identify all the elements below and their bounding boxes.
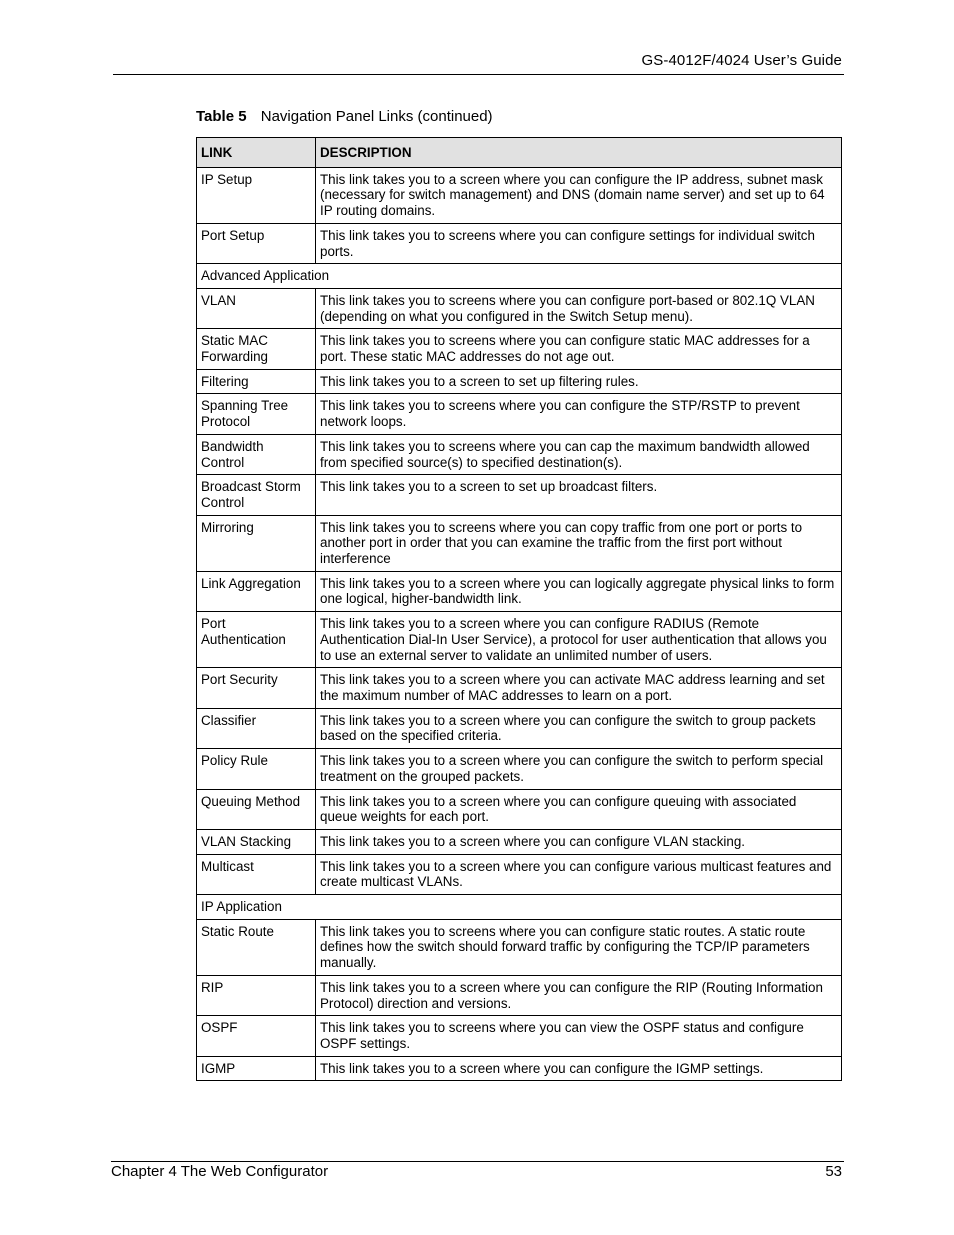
- table-row: [197, 223, 842, 263]
- header-divider: [113, 74, 844, 75]
- link-cell: IP Setup: [197, 167, 316, 223]
- footer-chapter: Chapter 4 The Web Configurator: [111, 1163, 329, 1180]
- link-cell: Port Setup: [197, 223, 316, 263]
- description-cell: This link takes you to screens where you can configure static MAC addresses for a port. These static MAC addresses do not age out.: [316, 329, 842, 369]
- table-section-row: [197, 895, 842, 920]
- table-caption-text: Navigation Panel Links (continued): [260, 108, 493, 125]
- description-cell: This link takes you to a screen to set up broadcast filters.: [316, 475, 842, 515]
- table-row: [197, 708, 842, 748]
- table-row: [197, 1016, 842, 1056]
- link-cell: Link Aggregation: [197, 571, 316, 611]
- description-cell: This link takes you to a screen where you can configure the switch to perform special treatment on the grouped packets.: [316, 749, 842, 789]
- description-cell: This link takes you to a screen where you can configure the IP address, subnet mask (necessary for switch management) and DNS (domain name server) and set up to 64 IP routing domains.: [316, 167, 842, 223]
- description-cell: This link takes you to a screen where you can configure the RIP (Routing Information Protocol) direction and versions.: [316, 975, 842, 1015]
- table-row: [197, 329, 842, 369]
- table-row: [197, 919, 842, 975]
- description-cell: This link takes you to a screen to set up filtering rules.: [316, 369, 842, 394]
- description-cell: This link takes you to screens where you can configure settings for individual switch ports.: [316, 223, 842, 263]
- link-cell: Classifier: [197, 708, 316, 748]
- table-row: [197, 475, 842, 515]
- description-cell: This link takes you to a screen where you can logically aggregate physical links to form one logical, higher-bandwidth link.: [316, 571, 842, 611]
- description-cell: This link takes you to screens where you can cap the maximum bandwidth allowed from specified source(s) to specified destination(s).: [316, 434, 842, 474]
- link-cell: Multicast: [197, 854, 316, 894]
- description-cell: This link takes you to a screen where you can configure queuing with associated queue weights for each port.: [316, 789, 842, 829]
- link-cell: Spanning Tree Protocol: [197, 394, 316, 434]
- navigation-links-table: [196, 137, 842, 1081]
- link-cell: Static Route: [197, 919, 316, 975]
- table-row: [197, 369, 842, 394]
- table-row: [197, 515, 842, 571]
- description-cell: This link takes you to screens where you can configure port-based or 802.1Q VLAN (depending on what you configured in the Switch Setup menu).: [316, 288, 842, 328]
- table-body: [197, 167, 842, 1081]
- table-row: [197, 854, 842, 894]
- table-header-row: [197, 138, 842, 168]
- description-cell: This link takes you to a screen where you can configure the IGMP settings.: [316, 1056, 842, 1081]
- table-section-row: [197, 264, 842, 289]
- column-header-link: LINK: [197, 138, 316, 168]
- table-row: [197, 975, 842, 1015]
- table-row: [197, 1056, 842, 1081]
- table-row: [197, 789, 842, 829]
- link-cell: Broadcast Storm Control: [197, 475, 316, 515]
- table-row: [197, 394, 842, 434]
- description-cell: This link takes you to screens where you can copy traffic from one port or ports to another port in order that you can examine the traffic from the first port without interference: [316, 515, 842, 571]
- link-cell: Port Authentication: [197, 612, 316, 668]
- table-row: [197, 167, 842, 223]
- link-cell: Filtering: [197, 369, 316, 394]
- description-cell: This link takes you to a screen where you can configure VLAN stacking.: [316, 829, 842, 854]
- link-cell: Port Security: [197, 668, 316, 708]
- link-cell: OSPF: [197, 1016, 316, 1056]
- table-row: [197, 829, 842, 854]
- table-row: [197, 571, 842, 611]
- table-row: [197, 288, 842, 328]
- link-cell: VLAN: [197, 288, 316, 328]
- description-cell: This link takes you to screens where you can configure the STP/RSTP to prevent network loops.: [316, 394, 842, 434]
- description-cell: This link takes you to screens where you can view the OSPF status and configure OSPF settings.: [316, 1016, 842, 1056]
- table-caption: [196, 108, 493, 125]
- running-header-title: GS-4012F/4024 User’s Guide: [641, 52, 842, 69]
- description-cell: This link takes you to a screen where you can configure various multicast features and create multicast VLANs.: [316, 854, 842, 894]
- table-row: [197, 434, 842, 474]
- description-cell: This link takes you to screens where you can configure static routes. A static route defines how the switch should forward traffic by configuring the TCP/IP parameters manually.: [316, 919, 842, 975]
- description-cell: This link takes you to a screen where you can activate MAC address learning and set the maximum number of MAC addresses to learn on a port.: [316, 668, 842, 708]
- link-cell: Mirroring: [197, 515, 316, 571]
- table-row: [197, 668, 842, 708]
- section-heading: Advanced Application: [197, 264, 842, 289]
- description-cell: This link takes you to a screen where you can configure the switch to group packets based on the specified criteria.: [316, 708, 842, 748]
- table-row: [197, 612, 842, 668]
- description-cell: This link takes you to a screen where you can configure RADIUS (Remote Authentication Dial-In User Service), a protocol for user authentication that allows you to use an external server to validate an unlimited number of users.: [316, 612, 842, 668]
- page-number: 53: [825, 1163, 842, 1180]
- column-header-description: DESCRIPTION: [316, 138, 842, 168]
- table-caption-label: Table 5: [196, 108, 247, 125]
- link-cell: Policy Rule: [197, 749, 316, 789]
- section-heading: IP Application: [197, 895, 842, 920]
- link-cell: Queuing Method: [197, 789, 316, 829]
- link-cell: VLAN Stacking: [197, 829, 316, 854]
- table-row: [197, 749, 842, 789]
- link-cell: IGMP: [197, 1056, 316, 1081]
- link-cell: RIP: [197, 975, 316, 1015]
- footer-divider: [111, 1161, 844, 1162]
- link-cell: Bandwidth Control: [197, 434, 316, 474]
- link-cell: Static MAC Forwarding: [197, 329, 316, 369]
